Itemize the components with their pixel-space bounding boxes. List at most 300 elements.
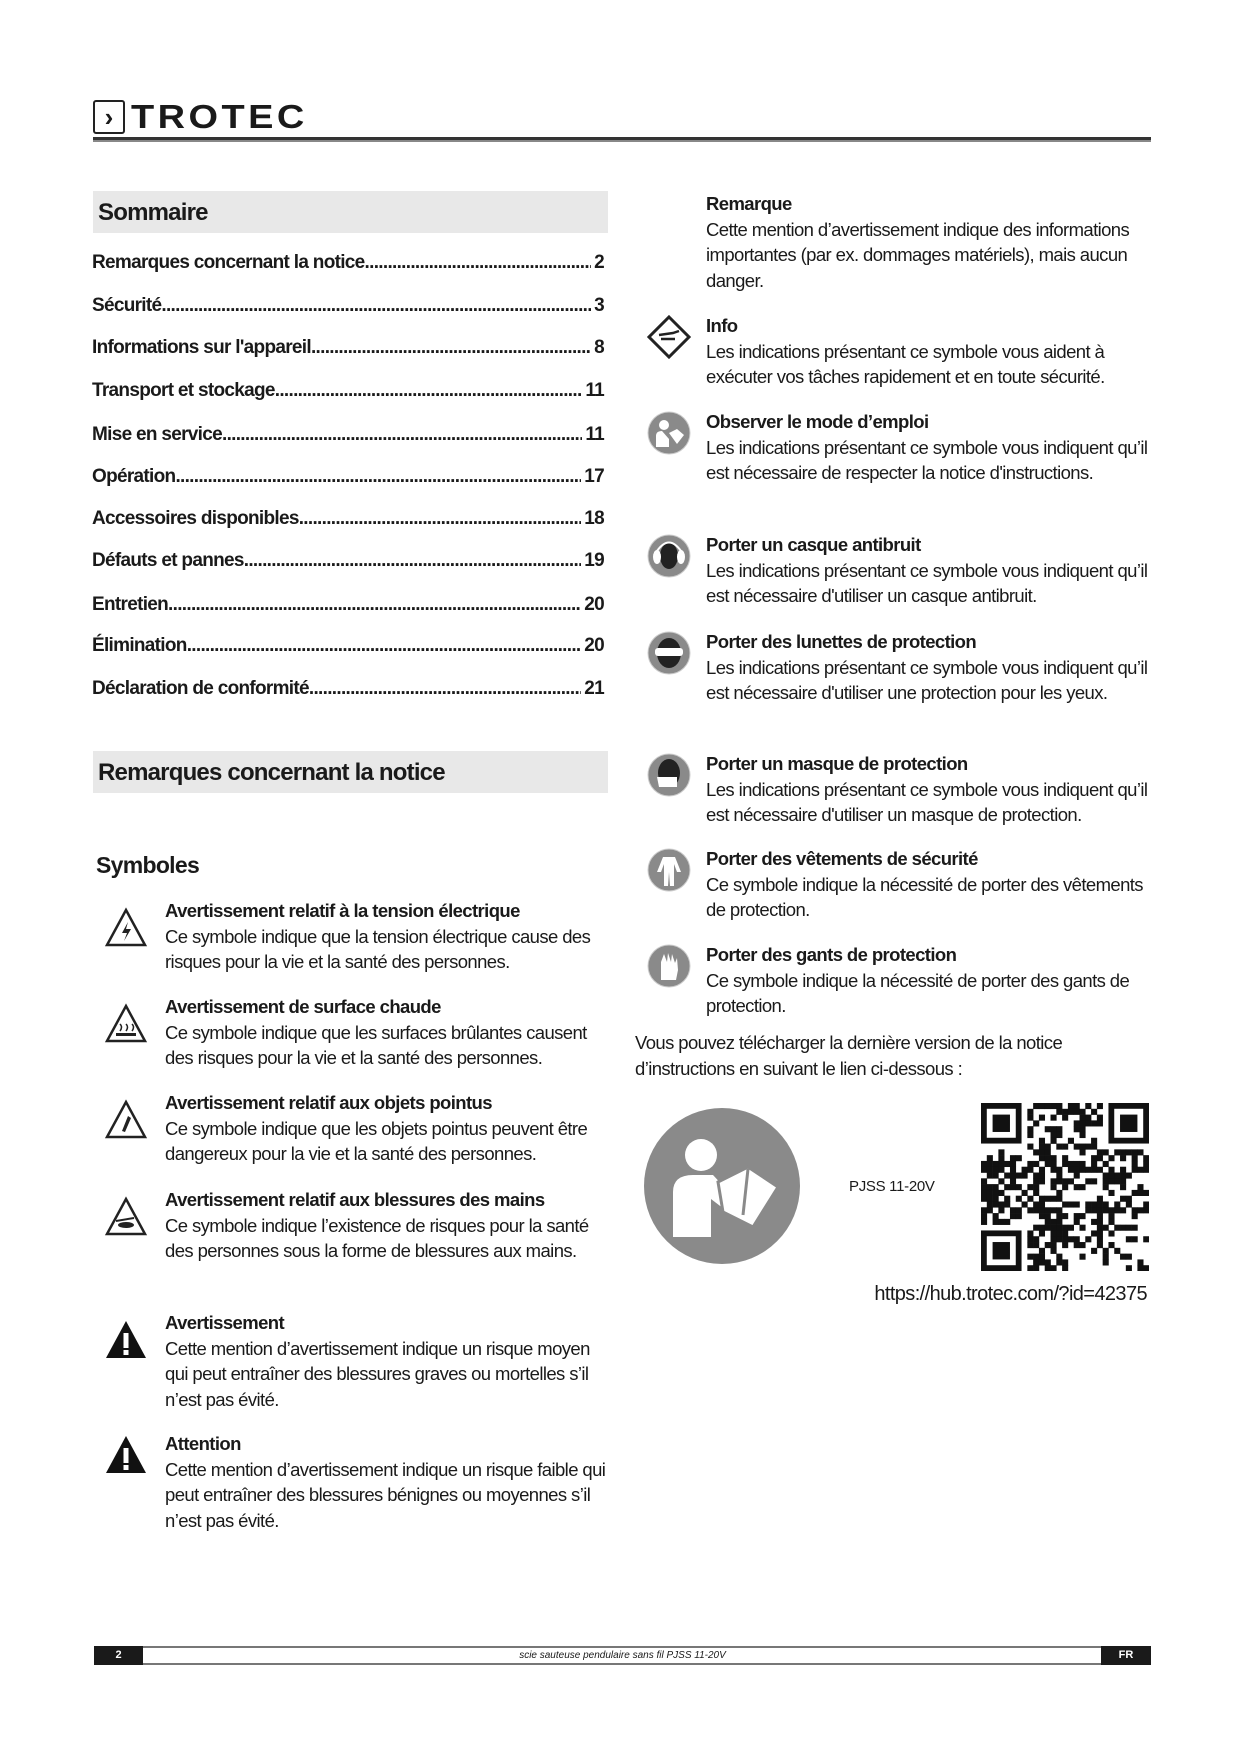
toc-leader xyxy=(187,634,582,658)
symbol-item xyxy=(706,532,1156,609)
qr-module xyxy=(987,1155,993,1161)
qr-module xyxy=(1010,1184,1016,1190)
footer xyxy=(94,1646,1151,1665)
qr-module xyxy=(1120,1184,1126,1190)
qr-module xyxy=(1120,1173,1126,1179)
qr-module xyxy=(1120,1196,1126,1202)
hot-surface-warning-icon xyxy=(104,1002,148,1051)
qr-module xyxy=(1068,1236,1074,1242)
qr-module xyxy=(1004,1201,1010,1207)
qr-module xyxy=(1051,1184,1057,1190)
symbol-title: Attention xyxy=(165,1433,241,1454)
qr-module xyxy=(1039,1196,1045,1202)
download-text: Vous pouvez télécharger la dernière version de la notice d’instructions en suivant le lien ci-dessous : xyxy=(635,1032,1063,1079)
symbol-title: Avertissement relatif à la tension électrique xyxy=(165,900,520,921)
qr-module xyxy=(1114,1248,1120,1254)
info-hand-icon xyxy=(647,315,691,364)
qr-module xyxy=(1056,1190,1062,1196)
qr-module xyxy=(1033,1259,1039,1265)
qr-module xyxy=(1137,1149,1143,1155)
qr-module xyxy=(1079,1161,1085,1167)
qr-module xyxy=(1091,1120,1097,1126)
qr-module xyxy=(1056,1254,1062,1260)
download-link[interactable]: https://hub.trotec.com/?id=42375 xyxy=(874,1283,1147,1305)
symbol-item xyxy=(706,846,1156,923)
toc-entry-page: 18 xyxy=(584,508,604,529)
symbol-title: Porter des lunettes de protection xyxy=(706,631,977,652)
qr-module xyxy=(1091,1201,1097,1207)
qr-module xyxy=(1027,1254,1033,1260)
toc-entry-page: 17 xyxy=(584,466,604,487)
qr-module xyxy=(1045,1144,1051,1150)
symbol-title: Remarque xyxy=(706,193,792,214)
qr-code[interactable] xyxy=(981,1103,1149,1271)
qr-module xyxy=(1126,1201,1132,1207)
symbols-heading: Symboles xyxy=(96,852,200,878)
qr-module xyxy=(1132,1155,1138,1161)
qr-module xyxy=(1068,1103,1074,1109)
qr-module xyxy=(981,1184,987,1190)
qr-module xyxy=(1143,1201,1149,1207)
qr-module xyxy=(987,1167,993,1173)
qr-module xyxy=(1051,1167,1057,1173)
qr-module xyxy=(1074,1213,1080,1219)
qr-module xyxy=(1051,1242,1057,1248)
qr-module xyxy=(981,1161,987,1167)
qr-module xyxy=(1056,1167,1062,1173)
qr-module xyxy=(1016,1184,1022,1190)
qr-module xyxy=(1056,1259,1062,1265)
qr-module xyxy=(1004,1196,1010,1202)
symbol-item xyxy=(165,994,610,1071)
symbol-item xyxy=(706,629,1156,706)
qr-module xyxy=(1108,1230,1114,1236)
header-rule xyxy=(93,137,1151,142)
qr-module xyxy=(1027,1161,1033,1167)
qr-module xyxy=(1068,1201,1074,1207)
qr-module xyxy=(1062,1236,1068,1242)
qr-module xyxy=(1016,1173,1022,1179)
qr-module xyxy=(1137,1259,1143,1265)
qr-module xyxy=(1016,1213,1022,1219)
qr-module xyxy=(1097,1120,1103,1126)
qr-module xyxy=(1085,1103,1091,1109)
toc-leader xyxy=(168,593,581,617)
symbol-description: Ce symbole indique la nécessité de porter des gants de protection. xyxy=(706,969,1130,1016)
qr-module xyxy=(1097,1103,1103,1109)
qr-module xyxy=(1097,1236,1103,1242)
toc-entry-page: 19 xyxy=(584,550,604,571)
toc-leader xyxy=(311,336,591,360)
toc-entry[interactable] xyxy=(92,549,604,573)
qr-module xyxy=(1027,1230,1033,1236)
qr-module xyxy=(1137,1167,1143,1173)
qr-module xyxy=(998,1190,1004,1196)
qr-module xyxy=(993,1167,999,1173)
qr-module xyxy=(1033,1178,1039,1184)
qr-module xyxy=(1091,1207,1097,1213)
qr-module xyxy=(1143,1236,1149,1242)
toc-entry-label: Transport et stockage xyxy=(92,380,275,401)
toc-entry[interactable] xyxy=(92,379,604,403)
qr-module xyxy=(1068,1178,1074,1184)
qr-module xyxy=(1132,1161,1138,1167)
toc-entry-page: 20 xyxy=(584,594,604,615)
qr-module xyxy=(1004,1161,1010,1167)
hand-injury-warning-icon xyxy=(104,1195,148,1244)
qr-module xyxy=(1097,1201,1103,1207)
qr-module xyxy=(1085,1144,1091,1150)
qr-module xyxy=(1103,1178,1109,1184)
qr-module xyxy=(1016,1196,1022,1202)
qr-module xyxy=(1068,1161,1074,1167)
qr-module xyxy=(1079,1120,1085,1126)
qr-module xyxy=(981,1167,987,1173)
toc-entry[interactable] xyxy=(92,507,604,531)
qr-module xyxy=(1097,1213,1103,1219)
qr-module xyxy=(1108,1167,1114,1173)
qr-module xyxy=(1062,1201,1068,1207)
qr-module xyxy=(1097,1149,1103,1155)
qr-module xyxy=(1033,1242,1039,1248)
qr-module xyxy=(1143,1265,1149,1271)
toc-entry[interactable] xyxy=(92,423,604,447)
qr-module xyxy=(1027,1126,1033,1132)
qr-module xyxy=(1051,1248,1057,1254)
qr-module xyxy=(981,1219,987,1225)
qr-module xyxy=(1143,1167,1149,1173)
qr-module xyxy=(1079,1149,1085,1155)
qr-module xyxy=(1137,1207,1143,1213)
qr-module xyxy=(1039,1173,1045,1179)
qr-module xyxy=(1045,1225,1051,1231)
toc-entry[interactable] xyxy=(92,336,604,360)
qr-module xyxy=(1045,1196,1051,1202)
qr-module xyxy=(1126,1196,1132,1202)
symbol-description: Cette mention d’avertissement indique un risque faible qui peut entraîner des blessures bénignes ou moyennes s’il n’est pas évité. xyxy=(165,1458,606,1531)
toc-leader xyxy=(175,465,581,489)
qr-module xyxy=(1039,1149,1045,1155)
toc-heading: Sommaire xyxy=(93,191,608,233)
qr-module xyxy=(1074,1201,1080,1207)
toc-entry[interactable] xyxy=(92,677,604,701)
qr-module xyxy=(1062,1225,1068,1231)
qr-module xyxy=(1045,1259,1051,1265)
qr-module xyxy=(1004,1219,1010,1225)
symbol-item xyxy=(706,751,1156,828)
qr-module xyxy=(1022,1173,1028,1179)
qr-module xyxy=(1004,1173,1010,1179)
qr-module xyxy=(1027,1265,1033,1271)
qr-module xyxy=(1033,1254,1039,1260)
qr-module xyxy=(1010,1213,1016,1219)
protective-clothing-icon xyxy=(647,848,691,897)
qr-module xyxy=(1033,1207,1039,1213)
qr-module xyxy=(998,1219,1004,1225)
qr-module xyxy=(1027,1132,1033,1138)
qr-module xyxy=(1062,1109,1068,1115)
qr-module xyxy=(981,1196,987,1202)
warning-icon xyxy=(104,1318,148,1367)
symbol-item xyxy=(165,1431,610,1533)
qr-module xyxy=(1097,1196,1103,1202)
qr-module xyxy=(993,1173,999,1179)
toc-entry[interactable] xyxy=(92,465,604,489)
qr-module xyxy=(1033,1149,1039,1155)
qr-module xyxy=(1120,1178,1126,1184)
qr-module xyxy=(1062,1242,1068,1248)
qr-module xyxy=(1039,1115,1045,1121)
qr-module xyxy=(1074,1173,1080,1179)
language-badge: FR xyxy=(1101,1646,1151,1665)
toc-entry[interactable] xyxy=(92,294,604,318)
qr-module xyxy=(1074,1242,1080,1248)
qr-module xyxy=(1074,1184,1080,1190)
toc-entry-label: Sécurité xyxy=(92,295,162,316)
qr-module xyxy=(1068,1225,1074,1231)
qr-module xyxy=(1051,1115,1057,1121)
chevron-right-icon: › xyxy=(93,100,125,134)
qr-module xyxy=(1137,1184,1143,1190)
toc-entry-page: 3 xyxy=(594,295,604,316)
qr-module xyxy=(1108,1207,1114,1213)
qr-module xyxy=(1027,1167,1033,1173)
qr-module xyxy=(1114,1201,1120,1207)
qr-module xyxy=(998,1178,1004,1184)
toc-leader xyxy=(222,423,582,447)
qr-module xyxy=(993,1196,999,1202)
qr-module xyxy=(1091,1161,1097,1167)
qr-module xyxy=(1114,1178,1120,1184)
qr-module xyxy=(1079,1167,1085,1173)
qr-module xyxy=(1010,1207,1016,1213)
toc-entry-label: Entretien xyxy=(92,594,169,615)
qr-module xyxy=(1132,1225,1138,1231)
qr-module xyxy=(1051,1230,1057,1236)
symbol-description: Ce symbole indique que les objets pointus peuvent être dangereux pour la vie et la santé des personnes. xyxy=(165,1117,588,1164)
qr-module xyxy=(1051,1236,1057,1242)
qr-module xyxy=(993,1201,999,1207)
qr-module xyxy=(1062,1213,1068,1219)
symbol-title: Observer le mode d’emploi xyxy=(706,411,929,432)
qr-module xyxy=(1103,1184,1109,1190)
qr-module xyxy=(1045,1242,1051,1248)
qr-module xyxy=(1114,1225,1120,1231)
qr-module xyxy=(987,1207,993,1213)
qr-module xyxy=(981,1190,987,1196)
qr-module xyxy=(1085,1207,1091,1213)
qr-module xyxy=(1045,1126,1051,1132)
qr-module xyxy=(1068,1138,1074,1144)
qr-module xyxy=(1056,1126,1062,1132)
qr-module xyxy=(1016,1155,1022,1161)
qr-module xyxy=(1132,1167,1138,1173)
qr-module xyxy=(998,1149,1004,1155)
qr-module xyxy=(1085,1236,1091,1242)
qr-module xyxy=(1097,1219,1103,1225)
sharp-objects-warning-icon xyxy=(104,1098,148,1147)
qr-module xyxy=(1108,1190,1114,1196)
qr-module xyxy=(1010,1155,1016,1161)
qr-module xyxy=(993,1213,999,1219)
qr-module xyxy=(1132,1149,1138,1155)
qr-module xyxy=(1062,1184,1068,1190)
symbol-description: Les indications présentant ce symbole vous indiquent qu’il est nécessaire d'utiliser un masque de protection. xyxy=(706,778,1148,825)
qr-module xyxy=(1056,1103,1062,1109)
qr-module xyxy=(1091,1144,1097,1150)
qr-module xyxy=(1045,1219,1051,1225)
qr-module xyxy=(1114,1149,1120,1155)
qr-module xyxy=(1033,1184,1039,1190)
qr-module xyxy=(1039,1167,1045,1173)
toc-leader xyxy=(365,251,592,275)
symbol-description: Les indications présentant ce symbole vous indiquent qu’il est nécessaire d'utiliser un casque antibruit. xyxy=(706,559,1148,606)
symbol-description: Les indications présentant ce symbole vous indiquent qu’il est nécessaire d'utiliser une protection pour les yeux. xyxy=(706,656,1148,703)
qr-module xyxy=(998,1161,1004,1167)
qr-module xyxy=(1056,1230,1062,1236)
qr-module xyxy=(1103,1207,1109,1213)
qr-module xyxy=(1103,1201,1109,1207)
qr-module xyxy=(1033,1161,1039,1167)
qr-module xyxy=(1085,1178,1091,1184)
symbol-description: Cette mention d’avertissement indique des informations importantes (par ex. dommages matériels), mais aucun danger. xyxy=(706,218,1130,291)
qr-module xyxy=(1033,1120,1039,1126)
toc-leader xyxy=(299,507,582,531)
qr-module xyxy=(1079,1144,1085,1150)
symbol-description: Ce symbole indique que la tension électrique cause des risques pour la vie et la santé des personnes. xyxy=(165,925,591,972)
qr-module xyxy=(1045,1161,1051,1167)
qr-module xyxy=(1108,1242,1114,1248)
qr-module xyxy=(1051,1138,1057,1144)
toc-entry[interactable] xyxy=(92,593,604,617)
qr-module xyxy=(1074,1161,1080,1167)
qr-module xyxy=(1056,1109,1062,1115)
qr-module xyxy=(1097,1115,1103,1121)
qr-module xyxy=(1103,1149,1109,1155)
qr-module xyxy=(1126,1254,1132,1260)
qr-module xyxy=(1056,1173,1062,1179)
toc-entry-label: Informations sur l'appareil xyxy=(92,337,311,358)
qr-module xyxy=(1027,1184,1033,1190)
qr-module xyxy=(1039,1103,1045,1109)
qr-module xyxy=(1039,1225,1045,1231)
qr-module xyxy=(1004,1184,1010,1190)
qr-module xyxy=(1068,1167,1074,1173)
symbol-item xyxy=(706,191,1156,293)
toc-entry-label: Accessoires disponibles xyxy=(92,508,299,529)
qr-module xyxy=(1039,1144,1045,1150)
qr-module xyxy=(1033,1103,1039,1109)
qr-module xyxy=(1039,1213,1045,1219)
qr-module xyxy=(1051,1155,1057,1161)
qr-module xyxy=(1056,1144,1062,1150)
qr-module xyxy=(993,1219,999,1225)
qr-module xyxy=(1097,1207,1103,1213)
gloves-icon xyxy=(647,944,691,993)
qr-module xyxy=(1097,1230,1103,1236)
qr-module xyxy=(998,1201,1004,1207)
qr-module xyxy=(1045,1207,1051,1213)
symbol-description: Les indications présentant ce symbole vous indiquent qu’il est nécessaire de respecter la notice d'instructions. xyxy=(706,436,1148,483)
symbol-item xyxy=(165,1310,610,1412)
qr-module xyxy=(1062,1161,1068,1167)
qr-module xyxy=(998,1207,1004,1213)
qr-module xyxy=(1103,1225,1109,1231)
qr-module xyxy=(1114,1207,1120,1213)
qr-module xyxy=(1074,1167,1080,1173)
qr-module xyxy=(1085,1120,1091,1126)
qr-module xyxy=(1056,1236,1062,1242)
qr-module xyxy=(981,1213,987,1219)
qr-module xyxy=(1010,1178,1016,1184)
qr-module xyxy=(1010,1173,1016,1179)
qr-module xyxy=(1062,1178,1068,1184)
qr-module xyxy=(1126,1236,1132,1242)
qr-module xyxy=(1051,1207,1057,1213)
qr-module xyxy=(1120,1155,1126,1161)
qr-module xyxy=(1120,1149,1126,1155)
qr-module xyxy=(1039,1207,1045,1213)
qr-module xyxy=(1143,1161,1149,1167)
qr-module xyxy=(1045,1149,1051,1155)
symbol-description: Ce symbole indique la nécessité de porter des vêtements de protection. xyxy=(706,873,1143,920)
qr-module xyxy=(993,1161,999,1167)
qr-module xyxy=(1091,1219,1097,1225)
qr-module xyxy=(1126,1149,1132,1155)
qr-module xyxy=(1062,1259,1068,1265)
qr-module xyxy=(1097,1242,1103,1248)
qr-module xyxy=(1027,1207,1033,1213)
symbol-title: Avertissement relatif aux blessures des mains xyxy=(165,1189,545,1210)
toc-entry[interactable] xyxy=(92,634,604,658)
qr-module xyxy=(1039,1254,1045,1260)
qr-module xyxy=(1143,1207,1149,1213)
qr-module xyxy=(1091,1178,1097,1184)
symbol-title: Avertissement de surface chaude xyxy=(165,996,441,1017)
qr-module xyxy=(1108,1213,1114,1219)
symbol-title: Porter un casque antibruit xyxy=(706,534,921,555)
qr-module xyxy=(1056,1196,1062,1202)
qr-module xyxy=(1051,1103,1057,1109)
qr-module xyxy=(1051,1132,1057,1138)
qr-module xyxy=(1097,1225,1103,1231)
qr-module xyxy=(1056,1213,1062,1219)
qr-module xyxy=(1079,1126,1085,1132)
qr-module xyxy=(987,1184,993,1190)
toc-entry-page: 11 xyxy=(585,380,604,401)
qr-module xyxy=(1085,1167,1091,1173)
qr-module xyxy=(1108,1219,1114,1225)
qr-module xyxy=(1079,1132,1085,1138)
qr-module xyxy=(1137,1190,1143,1196)
qr-module xyxy=(1056,1225,1062,1231)
qr-module xyxy=(1056,1178,1062,1184)
qr-module xyxy=(1103,1254,1109,1260)
qr-module xyxy=(1068,1109,1074,1115)
qr-module xyxy=(1074,1236,1080,1242)
toc-entry[interactable] xyxy=(92,251,604,275)
qr-module xyxy=(1022,1167,1028,1173)
qr-module xyxy=(987,1201,993,1207)
mask-icon xyxy=(647,753,691,802)
symbol-item xyxy=(706,313,1156,390)
trotec-logo: › TROTEC xyxy=(93,100,285,134)
qr-module xyxy=(1051,1161,1057,1167)
qr-module xyxy=(1108,1178,1114,1184)
qr-module xyxy=(1097,1155,1103,1161)
qr-module xyxy=(993,1190,999,1196)
qr-module xyxy=(1045,1155,1051,1161)
